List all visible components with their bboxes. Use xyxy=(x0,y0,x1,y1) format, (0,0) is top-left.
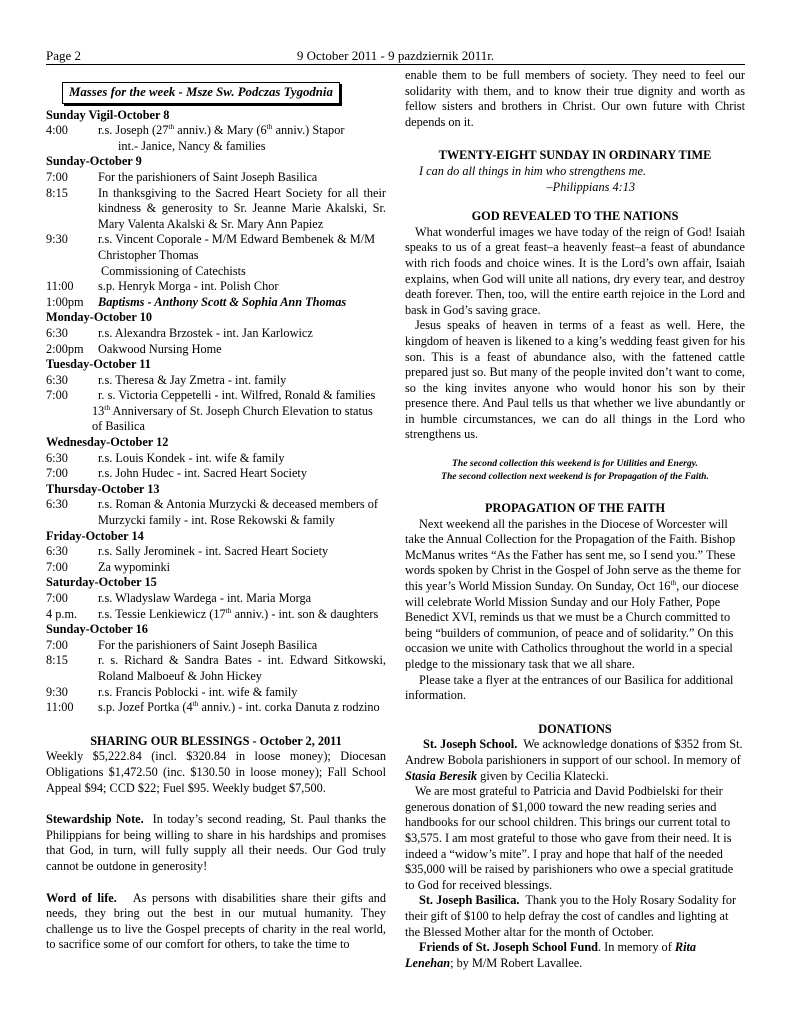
propagation-paragraph-2: Please take a flyer at the entrances of our Basilica for additional information. xyxy=(405,672,734,703)
page-number: Page 2 xyxy=(46,48,82,63)
mass-entry: 4:00 r.s. Joseph (27th anniv.) & Mary (6th anniv.) Stapor xyxy=(46,122,345,138)
mass-entry: 2:00pm Oakwood Nursing Home xyxy=(46,341,222,356)
mass-entry: 4 p.m. r.s. Tessie Lenkiewicz (17th anniv.) - int. son & daughters xyxy=(46,605,379,621)
day-heading: Monday-October 10 xyxy=(46,310,152,325)
mass-entry: 1:00pm Baptisms - Anthony Scott & Sophia Ann Thomas xyxy=(46,294,347,309)
propagation-paragraph-1: Next weekend all the parishes in the Diocese of Worcester will take the Annual Collection for the Propagation of the Faith. Bishop McManus writes “As the Father has sent me, so I send you.” These words spoken by Christ in the Gospel of John serve as the theme for this year’s World Mission Sunday. On Sunday, Oct 16th, our diocese will celebrate World Mission Sunday and our Holy Father, Pope Benedict XVI, reminds us that we must be a Church committed to being “builders of communion, of peace and of solidarity.” On this occasion we unite with Catholics throughout the world in a special pledge to the missionary task that we all share. xyxy=(405,516,741,671)
mass-entry: 9:30 r.s. Vincent Coporale - M/M Edward Bembenek & M/M Christopher Thomas xyxy=(46,232,376,262)
word-of-life: Word of life. As persons with disabilities share their gifts and needs, they bring out the best in our mutual humanity. They challenge us to live the Gospel precepts of charity in the real world, to sacrifice some of our comfort for others, to take the time to xyxy=(46,890,387,952)
day-heading: Friday-October 14 xyxy=(46,528,144,543)
donation-friends: Friends of St. Joseph School Fund. In memory of Rita Lenehan; by M/M Robert Lavallee. xyxy=(405,940,697,970)
donation-podbielski: We are most grateful to Patricia and David Podbielski for their generous donation of $1,000 toward the new reading series and handbooks for our school children. This brings our current total to $3,575. I am most grateful to those who gave from their need. It is indeed a “widow’s mite”. I pray and hope that half of the needed $35,000 will be raised by parishioners who owe a special gratitude to God for received blessings. xyxy=(405,784,734,892)
god-paragraph-1: What wonderful images we have today of the reign of God! Isaiah speaks to us of a great feast–a heavenly feast–a feast of abundance with rich foods and choice wines. It is the Lord’s own affair, Isaiah explains, when God will unite all nations, dry every tear, and destroy death forever. Then, too, will the entire earth rejoice in the Lord and bask in God’s saving grace. xyxy=(405,224,745,317)
day-heading: Tuesday-October 11 xyxy=(46,357,151,372)
right-column xyxy=(405,68,745,971)
mass-entry: 7:00 For the parishioners of Saint Joseph Basilica xyxy=(46,637,318,652)
blessings-title: SHARING OUR BLESSINGS - October 2, 2011 xyxy=(90,733,342,748)
mass-entry: 6:30 r.s. Alexandra Brzostek - int. Jan Karlowicz xyxy=(46,325,313,340)
collection-note: The second collection this weekend is for Utilities and Energy. xyxy=(452,458,698,470)
masses-title: Masses for the week - Msze Sw. Podczas Tygodnia xyxy=(62,82,340,104)
mass-entry: 11:00 s.p. Henryk Morga - int. Polish Chor xyxy=(46,279,279,294)
mass-entry: 6:30 r.s. Louis Kondek - int. wife & family xyxy=(46,450,285,465)
donation-school: St. Joseph School. We acknowledge donations of $352 from St. Andrew Bobola parishioners in support of our school. In memory of Stasia Beresik given by Cecilia Klatecki. xyxy=(405,737,743,783)
mass-entry: 6:30 r.s. Sally Jerominek - int. Sacred Heart Society xyxy=(46,544,329,559)
day-heading: Wednesday-October 12 xyxy=(46,435,169,450)
god-paragraph-2: Jesus speaks of heaven in terms of a feast as well. Here, the kingdom of heaven is likened to a king’s wedding feast given for his son. This is a feast of abundance also, with the fattened cattle prepared just so. But many of the people invited don’t want to come, so the king invites anyone who would honor his son by their presence there. And Paul tells us that whether we live abundantly or in humble circumstances, we can do all things in the Lord who strengthens us. xyxy=(405,318,745,442)
word-of-life-cont: enable them to be full members of society. They need to feel our solidarity with them, and to know their true dignity and worth as fellow sisters and brothers in Christ. Our own future with Christ depends on it. xyxy=(405,68,745,129)
mass-entry: 7:00 r.s. Wladyslaw Wardega - int. Maria Morga xyxy=(46,591,312,605)
mass-entry: 7:00 r.s. John Hudec - int. Sacred Heart Society xyxy=(46,466,307,481)
mass-entry: 9:30 r.s. Francis Poblocki - int. wife & family xyxy=(46,684,298,699)
mass-entry: 8:15 r. s. Richard & Sandra Bates - int. Edward Sitkowski, Roland Malboeuf & John Hickey xyxy=(46,653,386,683)
mass-entry: 7:00 r. s. Victoria Ceppetelli - int. Wilfred, Ronald & families xyxy=(46,388,376,403)
mass-entry: 6:30 r.s. Roman & Antonia Murzycki & deceased members of Murzycki family - int. Rose Rekowski & family xyxy=(46,497,379,528)
donations-title: DONATIONS xyxy=(538,721,612,736)
left-column xyxy=(46,68,386,953)
stewardship-note: Stewardship Note. In today’s second reading, St. Paul thanks the Philippians for being willing to share in his hardships and promises that God, in turn, will fully supply all their needs. Our God truly cannot be outdone in generosity! xyxy=(46,812,387,873)
day-heading: Sunday Vigil-October 8 xyxy=(46,107,170,122)
collection-notes xyxy=(405,457,745,483)
scripture-reference: –Philippians 4:13 xyxy=(546,179,635,194)
donation-basilica: St. Joseph Basilica. Thank you to the Holy Rosary Sodality for their gift of $100 to help defray the cost of candles and lighting at the Blessed Mother altar for the month of October. xyxy=(405,893,737,939)
sunday-title: TWENTY-EIGHT SUNDAY IN ORDINARY TIME xyxy=(438,148,712,163)
blessings-text: Weekly $5,222.84 (incl. $320.84 in loose money); Diocesan Obligations $1,472.50 (inc. $130.50 in loose money); Fall School Appeal $94; CCD $22; Fuel $95. Weekly budget $7,500. xyxy=(46,749,386,795)
god-title: GOD REVEALED TO THE NATIONS xyxy=(471,209,679,224)
mass-entry: 7:00 Za wypominki xyxy=(46,559,171,574)
propagation-title: PROPAGATION OF THE FAITH xyxy=(484,501,666,516)
mass-entry: 8:15 In thanksgiving to the Sacred Heart Society for all their kindness & generosity to Sr. Jeanne Marie Akalski, Sr. Mary Valenta Akalski & Sr. Mary Ann Papiez xyxy=(46,185,386,231)
page-header xyxy=(46,48,745,65)
scripture-quote: I can do all things in him who strengthens me. xyxy=(419,163,647,178)
day-heading: Thursday-October 13 xyxy=(46,481,160,496)
day-heading: Sunday-October 16 xyxy=(46,622,148,637)
issue-date: 9 October 2011 - 9 pazdziernik 2011r. xyxy=(296,48,495,63)
mass-entry-cont: int.- Janice, Nancy & families xyxy=(118,138,266,153)
mass-entry: 11:00 s.p. Jozef Portka (4th anniv.) - int. corka Danuta z rodzino xyxy=(46,699,380,715)
collection-note: The second collection next weekend is for Propagation of the Faith. xyxy=(441,471,709,483)
mass-entry: 6:30 r.s. Theresa & Jay Zmetra - int. family xyxy=(46,372,287,387)
mass-entry-cont: 13th Anniversary of St. Joseph Church Elevation to status of Basilica xyxy=(92,402,373,434)
day-heading: Sunday-October 9 xyxy=(46,154,142,169)
day-heading: Saturday-October 15 xyxy=(46,575,157,590)
mass-entry-cont: Commissioning of Catechists xyxy=(101,263,246,278)
mass-entry: 7:00 For the parishioners of Saint Joseph Basilica xyxy=(46,169,318,184)
